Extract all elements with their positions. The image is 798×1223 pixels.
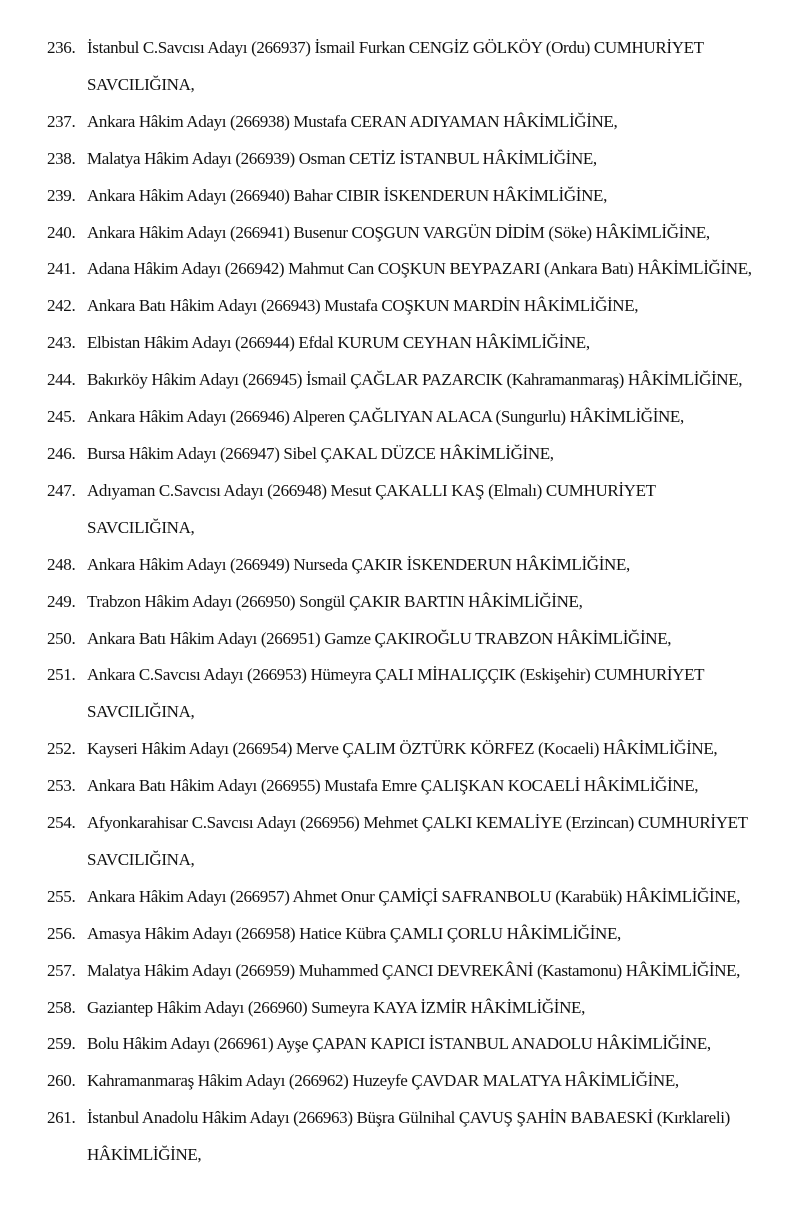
item-number: 249. <box>47 591 76 611</box>
item-number: 243. <box>47 333 76 353</box>
item-text-line: HÂKİMLİĞİNE, <box>87 1145 202 1165</box>
item-text-line: Gaziantep Hâkim Adayı (266960) Sumeyra KAYA İZMİR HÂKİMLİĞİNE, <box>87 997 585 1017</box>
list-item <box>0 657 798 731</box>
item-text-line: Adıyaman C.Savcısı Adayı (266948) Mesut ÇAKALLI KAŞ (Elmalı) CUMHURİYET <box>87 480 656 500</box>
item-number: 261. <box>47 1108 76 1128</box>
item-number: 253. <box>47 776 76 796</box>
item-text-line: Kahramanmaraş Hâkim Adayı (266962) Huzeyfe ÇAVDAR MALATYA HÂKİMLİĞİNE, <box>87 1071 679 1091</box>
item-text-line: Ankara Hâkim Adayı (266957) Ahmet Onur ÇAMİÇİ SAFRANBOLU (Karabük) HÂKİMLİĞİNE, <box>87 886 741 906</box>
list-item <box>0 1026 798 1063</box>
item-number: 242. <box>47 296 76 316</box>
item-text-line: İstanbul Anadolu Hâkim Adayı (266963) Büşra Gülnihal ÇAVUŞ ŞAHİN BABAESKİ (Kırklareli) <box>87 1108 730 1128</box>
item-text-line: Ankara Hâkim Adayı (266946) Alperen ÇAĞLIYAN ALACA (Sungurlu) HÂKİMLİĞİNE, <box>87 407 684 427</box>
list-item <box>0 30 798 104</box>
list-item <box>0 399 798 436</box>
item-number: 250. <box>47 628 76 648</box>
item-text-line: Ankara Hâkim Adayı (266940) Bahar CIBIR İSKENDERUN HÂKİMLİĞİNE, <box>87 185 607 205</box>
item-number: 247. <box>47 480 76 500</box>
list-item <box>0 584 798 621</box>
item-text-line: SAVCILIĞINA, <box>87 702 195 722</box>
item-text-line: Bursa Hâkim Adayı (266947) Sibel ÇAKAL DÜZCE HÂKİMLİĞİNE, <box>87 443 554 463</box>
item-text-line: Elbistan Hâkim Adayı (266944) Efdal KURUM CEYHAN HÂKİMLİĞİNE, <box>87 333 590 353</box>
item-text-line: Ankara Batı Hâkim Adayı (266943) Mustafa COŞKUN MARDİN HÂKİMLİĞİNE, <box>87 296 639 316</box>
item-text-line: Kayseri Hâkim Adayı (266954) Merve ÇALIM ÖZTÜRK KÖRFEZ (Kocaeli) HÂKİMLİĞİNE, <box>87 739 718 759</box>
item-number: 246. <box>47 443 76 463</box>
item-text-line: İstanbul C.Savcısı Adayı (266937) İsmail Furkan CENGİZ GÖLKÖY (Ordu) CUMHURİYET <box>87 38 704 57</box>
item-text-line: Bolu Hâkim Adayı (266961) Ayşe ÇAPAN KAPICI İSTANBUL ANADOLU HÂKİMLİĞİNE, <box>87 1034 711 1054</box>
list-item <box>0 473 798 547</box>
item-number: 258. <box>47 997 76 1017</box>
list-item <box>0 990 798 1027</box>
item-text-line: Adana Hâkim Adayı (266942) Mahmut Can COŞKUN BEYPAZARI (Ankara Batı) HÂKİMLİĞİNE, <box>87 259 752 279</box>
item-number: 237. <box>47 111 76 131</box>
decree-entry-list <box>0 30 798 1174</box>
item-number: 244. <box>47 370 76 390</box>
item-text-line: SAVCILIĞINA, <box>87 849 195 869</box>
item-number: 254. <box>47 813 76 833</box>
item-text-line: Ankara Hâkim Adayı (266941) Busenur COŞGUN VARGÜN DİDİM (Söke) HÂKİMLİĞİNE, <box>87 222 710 242</box>
item-number: 256. <box>47 923 76 943</box>
item-text-line: Ankara Hâkim Adayı (266938) Mustafa CERAN ADIYAMAN HÂKİMLİĞİNE, <box>87 111 618 131</box>
item-text-line: Ankara Hâkim Adayı (266949) Nurseda ÇAKIR İSKENDERUN HÂKİMLİĞİNE, <box>87 554 630 574</box>
list-item <box>0 178 798 215</box>
item-number: 255. <box>47 886 76 906</box>
item-number: 238. <box>47 148 76 168</box>
list-item <box>0 251 798 288</box>
item-number: 252. <box>47 739 76 759</box>
item-text-line: Bakırköy Hâkim Adayı (266945) İsmail ÇAĞLAR PAZARCIK (Kahramanmaraş) HÂKİMLİĞİNE, <box>87 370 743 390</box>
list-item <box>0 879 798 916</box>
list-item <box>0 215 798 252</box>
item-number: 248. <box>47 554 76 574</box>
list-item <box>0 325 798 362</box>
item-number: 257. <box>47 960 76 980</box>
item-number: 259. <box>47 1034 76 1054</box>
list-item <box>0 1100 798 1174</box>
list-item <box>0 953 798 990</box>
item-text-line: Trabzon Hâkim Adayı (266950) Songül ÇAKIR BARTIN HÂKİMLİĞİNE, <box>87 591 583 611</box>
item-number: 236. <box>47 38 76 57</box>
list-item <box>0 731 798 768</box>
item-text-line: Ankara Batı Hâkim Adayı (266955) Mustafa Emre ÇALIŞKAN KOCAELİ HÂKİMLİĞİNE, <box>87 776 699 796</box>
item-number: 239. <box>47 185 76 205</box>
item-number: 251. <box>47 665 76 685</box>
list-item <box>0 436 798 473</box>
list-item <box>0 362 798 399</box>
item-text-line: SAVCILIĞINA, <box>87 74 195 94</box>
item-text-line: Ankara Batı Hâkim Adayı (266951) Gamze ÇAKIROĞLU TRABZON HÂKİMLİĞİNE, <box>87 628 672 648</box>
item-text-line: Afyonkarahisar C.Savcısı Adayı (266956) Mehmet ÇALKI KEMALİYE (Erzincan) CUMHURİYET <box>87 813 748 833</box>
list-item <box>0 1063 798 1100</box>
list-item <box>0 916 798 953</box>
list-item <box>0 547 798 584</box>
list-item <box>0 288 798 325</box>
item-text-line: Malatya Hâkim Adayı (266939) Osman CETİZ İSTANBUL HÂKİMLİĞİNE, <box>87 148 597 168</box>
item-number: 260. <box>47 1071 76 1091</box>
item-number: 240. <box>47 222 76 242</box>
item-text-line: Amasya Hâkim Adayı (266958) Hatice Kübra ÇAMLI ÇORLU HÂKİMLİĞİNE, <box>87 923 621 943</box>
item-text-line: Ankara C.Savcısı Adayı (266953) Hümeyra ÇALI MİHALIÇÇIK (Eskişehir) CUMHURİYET <box>87 665 705 685</box>
item-text-line: SAVCILIĞINA, <box>87 517 195 537</box>
item-number: 241. <box>47 259 76 279</box>
list-item <box>0 805 798 879</box>
item-text-line: Malatya Hâkim Adayı (266959) Muhammed ÇANCI DEVREKÂNİ (Kastamonu) HÂKİMLİĞİNE, <box>87 960 741 980</box>
item-number: 245. <box>47 407 76 427</box>
list-item <box>0 621 798 658</box>
list-item <box>0 768 798 805</box>
list-item <box>0 141 798 178</box>
list-item <box>0 104 798 141</box>
